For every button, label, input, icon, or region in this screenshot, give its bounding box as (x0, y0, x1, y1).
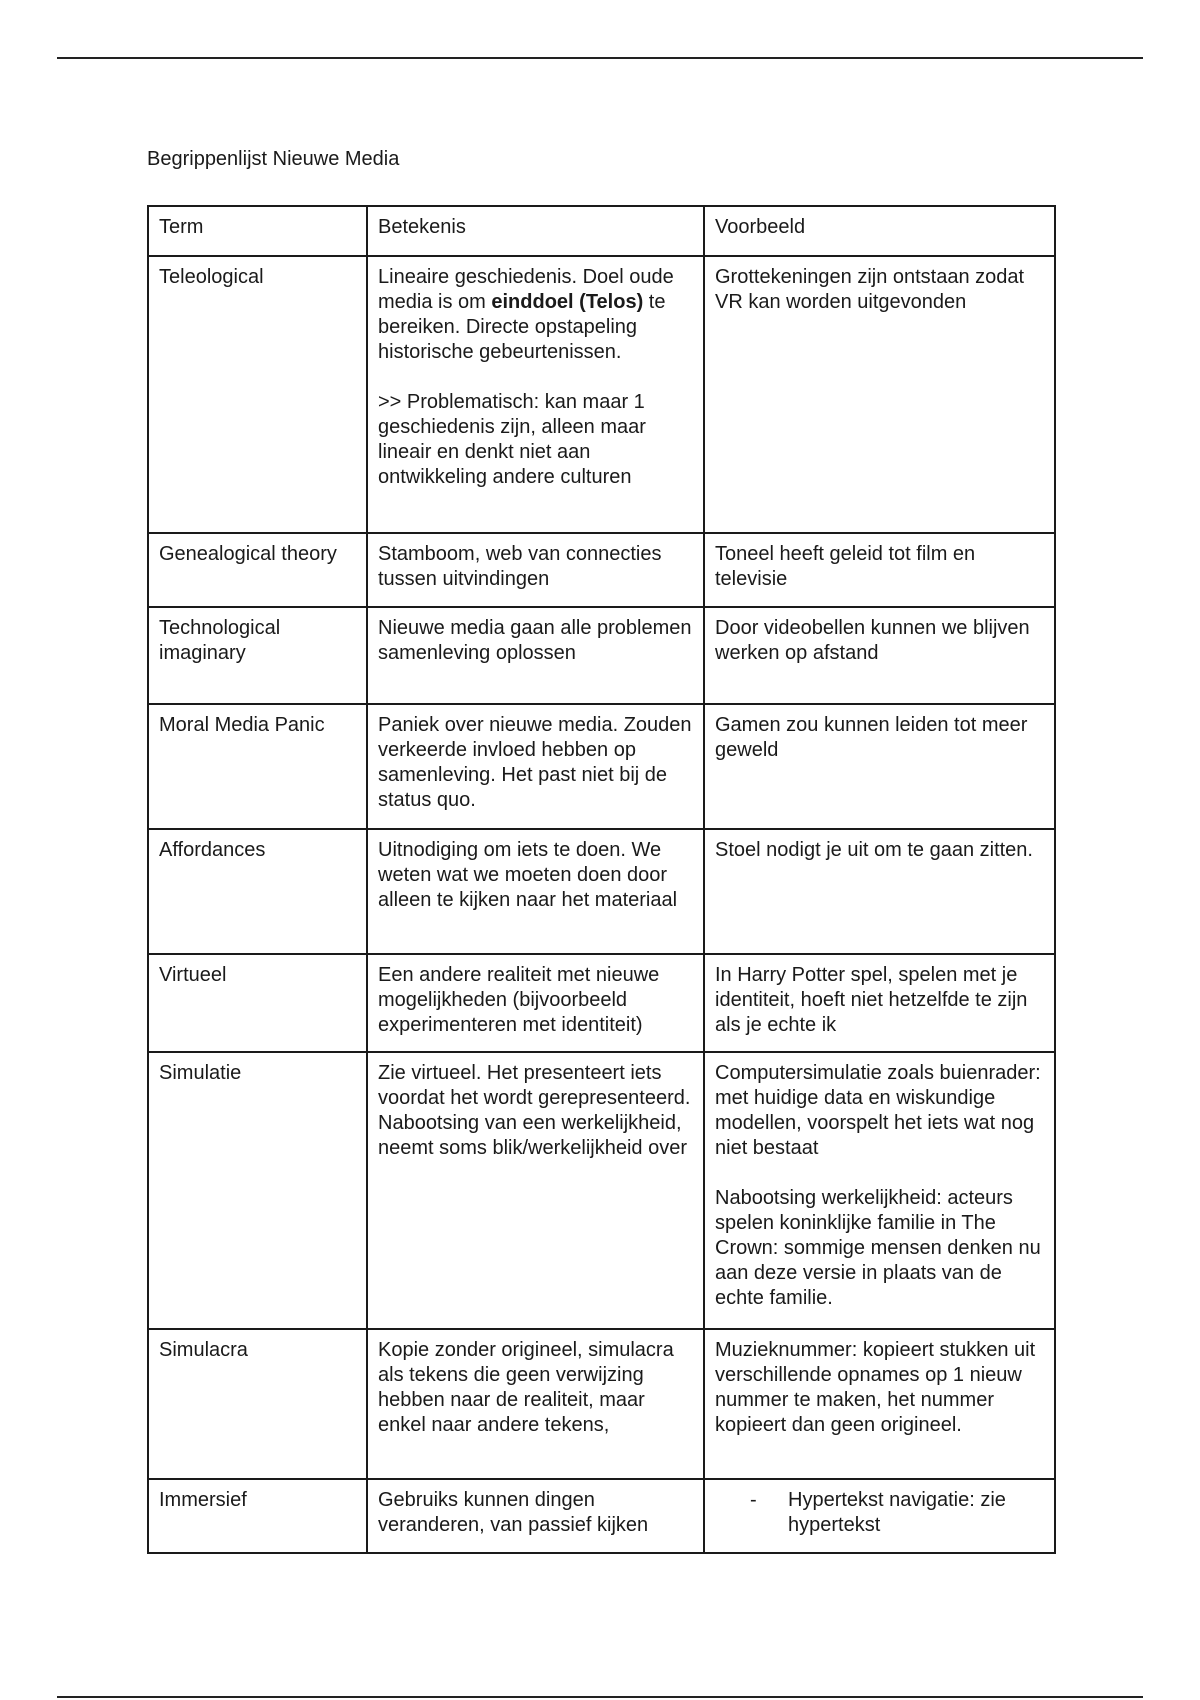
voorbeeld-cell: Toneel heeft geleid tot film en televisie (704, 533, 1055, 607)
term-cell: Technological imaginary (148, 607, 367, 704)
term-cell: Teleological (148, 256, 367, 533)
header-term: Term (148, 206, 367, 256)
header-betekenis: Betekenis (367, 206, 704, 256)
betekenis-cell: Paniek over nieuwe media. Zouden verkeerde invloed hebben op samenleving. Het past niet bij de status quo. (367, 704, 704, 829)
voorbeeld-cell: Grottekeningen zijn ontstaan zodat VR kan worden uitgevonden (704, 256, 1055, 533)
table-row (148, 1052, 1055, 1329)
betekenis-cell: Zie virtueel. Het presenteert iets voordat het wordt gerepresenteerd. Nabootsing van een werkelijkheid, neemt soms blik/werkelijkheid over (367, 1052, 704, 1329)
paragraph-gap (715, 1161, 1045, 1186)
table-row (148, 704, 1055, 829)
table-row (148, 954, 1055, 1052)
header-voorbeeld: Voorbeeld (704, 206, 1055, 256)
betekenis-cell: Stamboom, web van connecties tussen uitvindingen (367, 533, 704, 607)
betekenis-cell: Uitnodiging om iets te doen. We weten wat we moeten doen door alleen te kijken naar het materiaal (367, 829, 704, 954)
voorbeeld-cell: Stoel nodigt je uit om te gaan zitten. (704, 829, 1055, 954)
paragraph-gap (378, 365, 694, 390)
text-run: te bereiken. Directe opstapeling historische gebeurtenissen. (378, 291, 666, 363)
betekenis-paragraph: >> Problematisch: kan maar 1 geschiedenis zijn, alleen maar lineair en denkt niet aan ontwikkeling andere culturen (378, 391, 646, 488)
betekenis-cell: Gebruiks kunnen dingen veranderen, van passief kijken (367, 1479, 704, 1553)
term-cell: Virtueel (148, 954, 367, 1052)
voorbeeld-cell (704, 1479, 1055, 1553)
top-rule (57, 57, 1143, 59)
voorbeeld-cell (704, 1052, 1055, 1329)
betekenis-cell (367, 256, 704, 533)
term-cell: Immersief (148, 1479, 367, 1553)
table-row (148, 829, 1055, 954)
bullet-dash: - (750, 1489, 757, 1511)
term-cell: Simulatie (148, 1052, 367, 1329)
bullet-item (715, 1488, 1045, 1538)
betekenis-paragraph (378, 265, 694, 365)
voorbeeld-cell: In Harry Potter spel, spelen met je identiteit, hoeft niet hetzelfde te zijn als je echte ik (704, 954, 1055, 1052)
betekenis-cell: Nieuwe media gaan alle problemen samenleving oplossen (367, 607, 704, 704)
bullet-text: Hypertekst navigatie: zie hypertekst (788, 1489, 1006, 1536)
voorbeeld-cell: Gamen zou kunnen leiden tot meer geweld (704, 704, 1055, 829)
bold-text-run: einddoel (Telos) (491, 291, 644, 313)
voorbeeld-paragraph: Nabootsing werkelijkheid: acteurs spelen koninklijke familie in The Crown: sommige mensen denken nu aan deze versie in plaats van de echte familie. (715, 1187, 1041, 1309)
term-cell: Genealogical theory (148, 533, 367, 607)
table-row (148, 256, 1055, 533)
betekenis-cell: Een andere realiteit met nieuwe mogelijkheden (bijvoorbeeld experimenteren met identiteit) (367, 954, 704, 1052)
document-title: Begrippenlijst Nieuwe Media (147, 148, 400, 170)
voorbeeld-cell: Door videobellen kunnen we blijven werken op afstand (704, 607, 1055, 704)
table-row (148, 1479, 1055, 1553)
term-cell: Simulacra (148, 1329, 367, 1479)
table-row (148, 1329, 1055, 1479)
term-cell: Moral Media Panic (148, 704, 367, 829)
term-cell: Affordances (148, 829, 367, 954)
voorbeeld-paragraph: Computersimulatie zoals buienrader: met huidige data en wiskundige modellen, voorspelt het iets wat nog niet bestaat (715, 1062, 1041, 1159)
bottom-rule (57, 1696, 1143, 1698)
text-run: Lineaire geschiedenis. Doel oude media is om (378, 266, 674, 313)
voorbeeld-cell: Muzieknummer: kopieert stukken uit verschillende opnames op 1 nieuw nummer te maken, het nummer kopieert dan geen origineel. (704, 1329, 1055, 1479)
table-row (148, 607, 1055, 704)
glossary-table (147, 205, 1056, 1554)
table-row (148, 533, 1055, 607)
betekenis-cell: Kopie zonder origineel, simulacra als tekens die geen verwijzing hebben naar de realiteit, maar enkel naar andere tekens, (367, 1329, 704, 1479)
table-header-row (148, 206, 1055, 256)
